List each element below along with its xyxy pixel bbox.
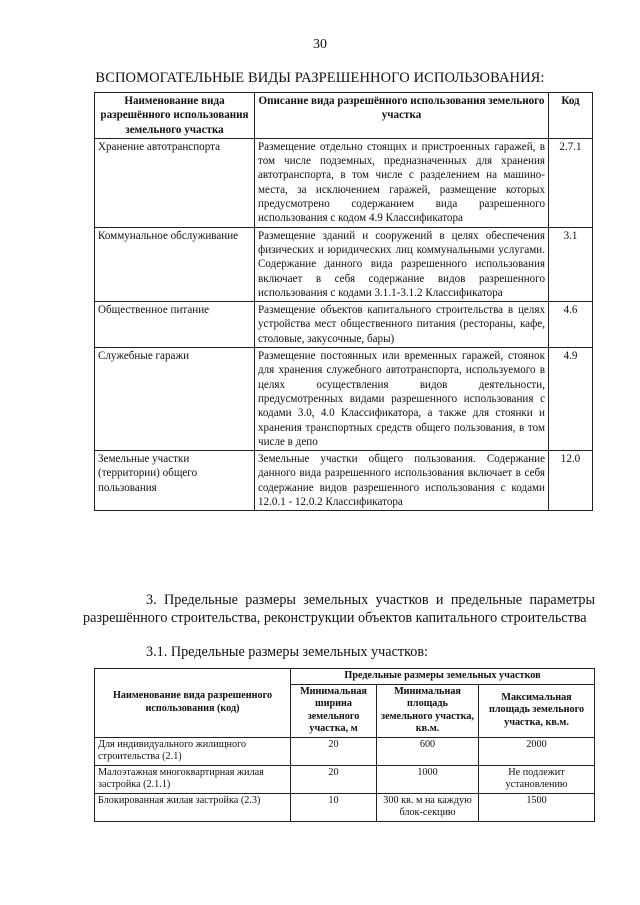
column-header-name: Наименование вида разрешенного использования (код) [95,669,291,738]
column-header-description: Описание вида разрешённого использования земельного участка [255,93,549,139]
min-width-value: 10 [291,793,377,821]
column-header-min-width: Минимальная ширина земельного участка, м [291,684,377,737]
max-area-value: Не подлежит установлению [479,765,595,793]
use-description: Земельные участки общего пользования. Содержание данного вида разрешенного использования включает в себя содержание видов разрешенного использования с кодами 12.0.1 - 12.0.2 Классификатора [255,451,549,511]
min-area-value: 600 [377,737,479,765]
page-number: 30 [313,37,327,52]
max-area-value: 1500 [479,793,595,821]
min-area-value: 1000 [377,765,479,793]
min-width-value: 20 [291,737,377,765]
column-header-name: Наименование вида разрешённого использования земельного участка [95,93,255,139]
table-row [95,737,595,765]
table-header-row [95,93,593,139]
auxiliary-uses-table [94,92,593,511]
use-description: Размещение зданий и сооружений в целях обеспечения физических и юридических лиц коммунальными услугами. Содержание данного вида разрешенного использования включает в себя содержание видов разрешенного использования с кодами 3.1.1-3.1.2 Классификатора [255,227,549,301]
use-name: Хранение автотранспорта [95,138,255,227]
use-code: 3.1 [549,227,593,301]
table-row [95,227,593,301]
section-heading: ВСПОМОГАТЕЛЬНЫЕ ВИДЫ РАЗРЕШЕННОГО ИСПОЛЬЗОВАНИЯ: [95,70,545,86]
use-name: Служебные гаражи [95,348,255,451]
use-code: 4.6 [549,302,593,348]
table-header-row [95,669,595,685]
column-group-header: Предельные размеры земельных участков [291,669,595,685]
use-code: 2.7.1 [549,138,593,227]
plot-size-limits-table [94,668,595,822]
table-row [95,765,595,793]
use-name: Коммунальное обслуживание [95,227,255,301]
use-name: Общественное питание [95,302,255,348]
use-code: 12.0 [549,451,593,511]
column-header-code: Код [549,93,593,139]
use-name: Земельные участки (территории) общего пользования [95,451,255,511]
column-header-max-area: Максимальная площадь земельного участка, кв.м. [479,684,595,737]
use-description: Размещение постоянных или временных гаражей, стоянок для хранения служебного автотранспорта, используемого в целях осуществления видов деятельности, предусмотренных видами разрешенного использования с кодами 3.0, 4.0 Классификатора, а также для стоянки и хранения транспортных средств общего пользования, в том числе в депо [255,348,549,451]
max-area-value: 2000 [479,737,595,765]
use-description: Размещение отдельно стоящих и пристроенных гаражей, в том числе подземных, предназначенных для хранения автотранспорта, в том числе с разделением на машино-места, за исключением гаражей, размещение которых предусмотрено содержанием вида разрешенного использования с кодом 4.9 Классификатора [255,138,549,227]
min-width-value: 20 [291,765,377,793]
use-code: 4.9 [549,348,593,451]
table-row [95,793,595,821]
table-row [95,302,593,348]
use-description: Размещение объектов капитального строительства в целях устройства мест общественного питания (рестораны, кафе, столовые, закусочные, бары) [255,302,549,348]
paragraph-3: 3. Предельные размеры земельных участков и предельные параметры разрешённого строительства, реконструкции объектов капитального строительства [83,592,595,626]
paragraph-3-1: 3.1. Предельные размеры земельных участков: [146,644,428,660]
table-row [95,451,593,511]
table-row [95,138,593,227]
column-header-min-area: Минимальная площадь земельного участка, кв.м. [377,684,479,737]
min-area-value: 300 кв. м на каждую блок-секцию [377,793,479,821]
use-name: Блокированная жилая застройка (2.3) [95,793,291,821]
table-row [95,348,593,451]
use-name: Малоэтажная многоквартирная жилая застройка (2.1.1) [95,765,291,793]
use-name: Для индивидуального жилищного строительства (2.1) [95,737,291,765]
